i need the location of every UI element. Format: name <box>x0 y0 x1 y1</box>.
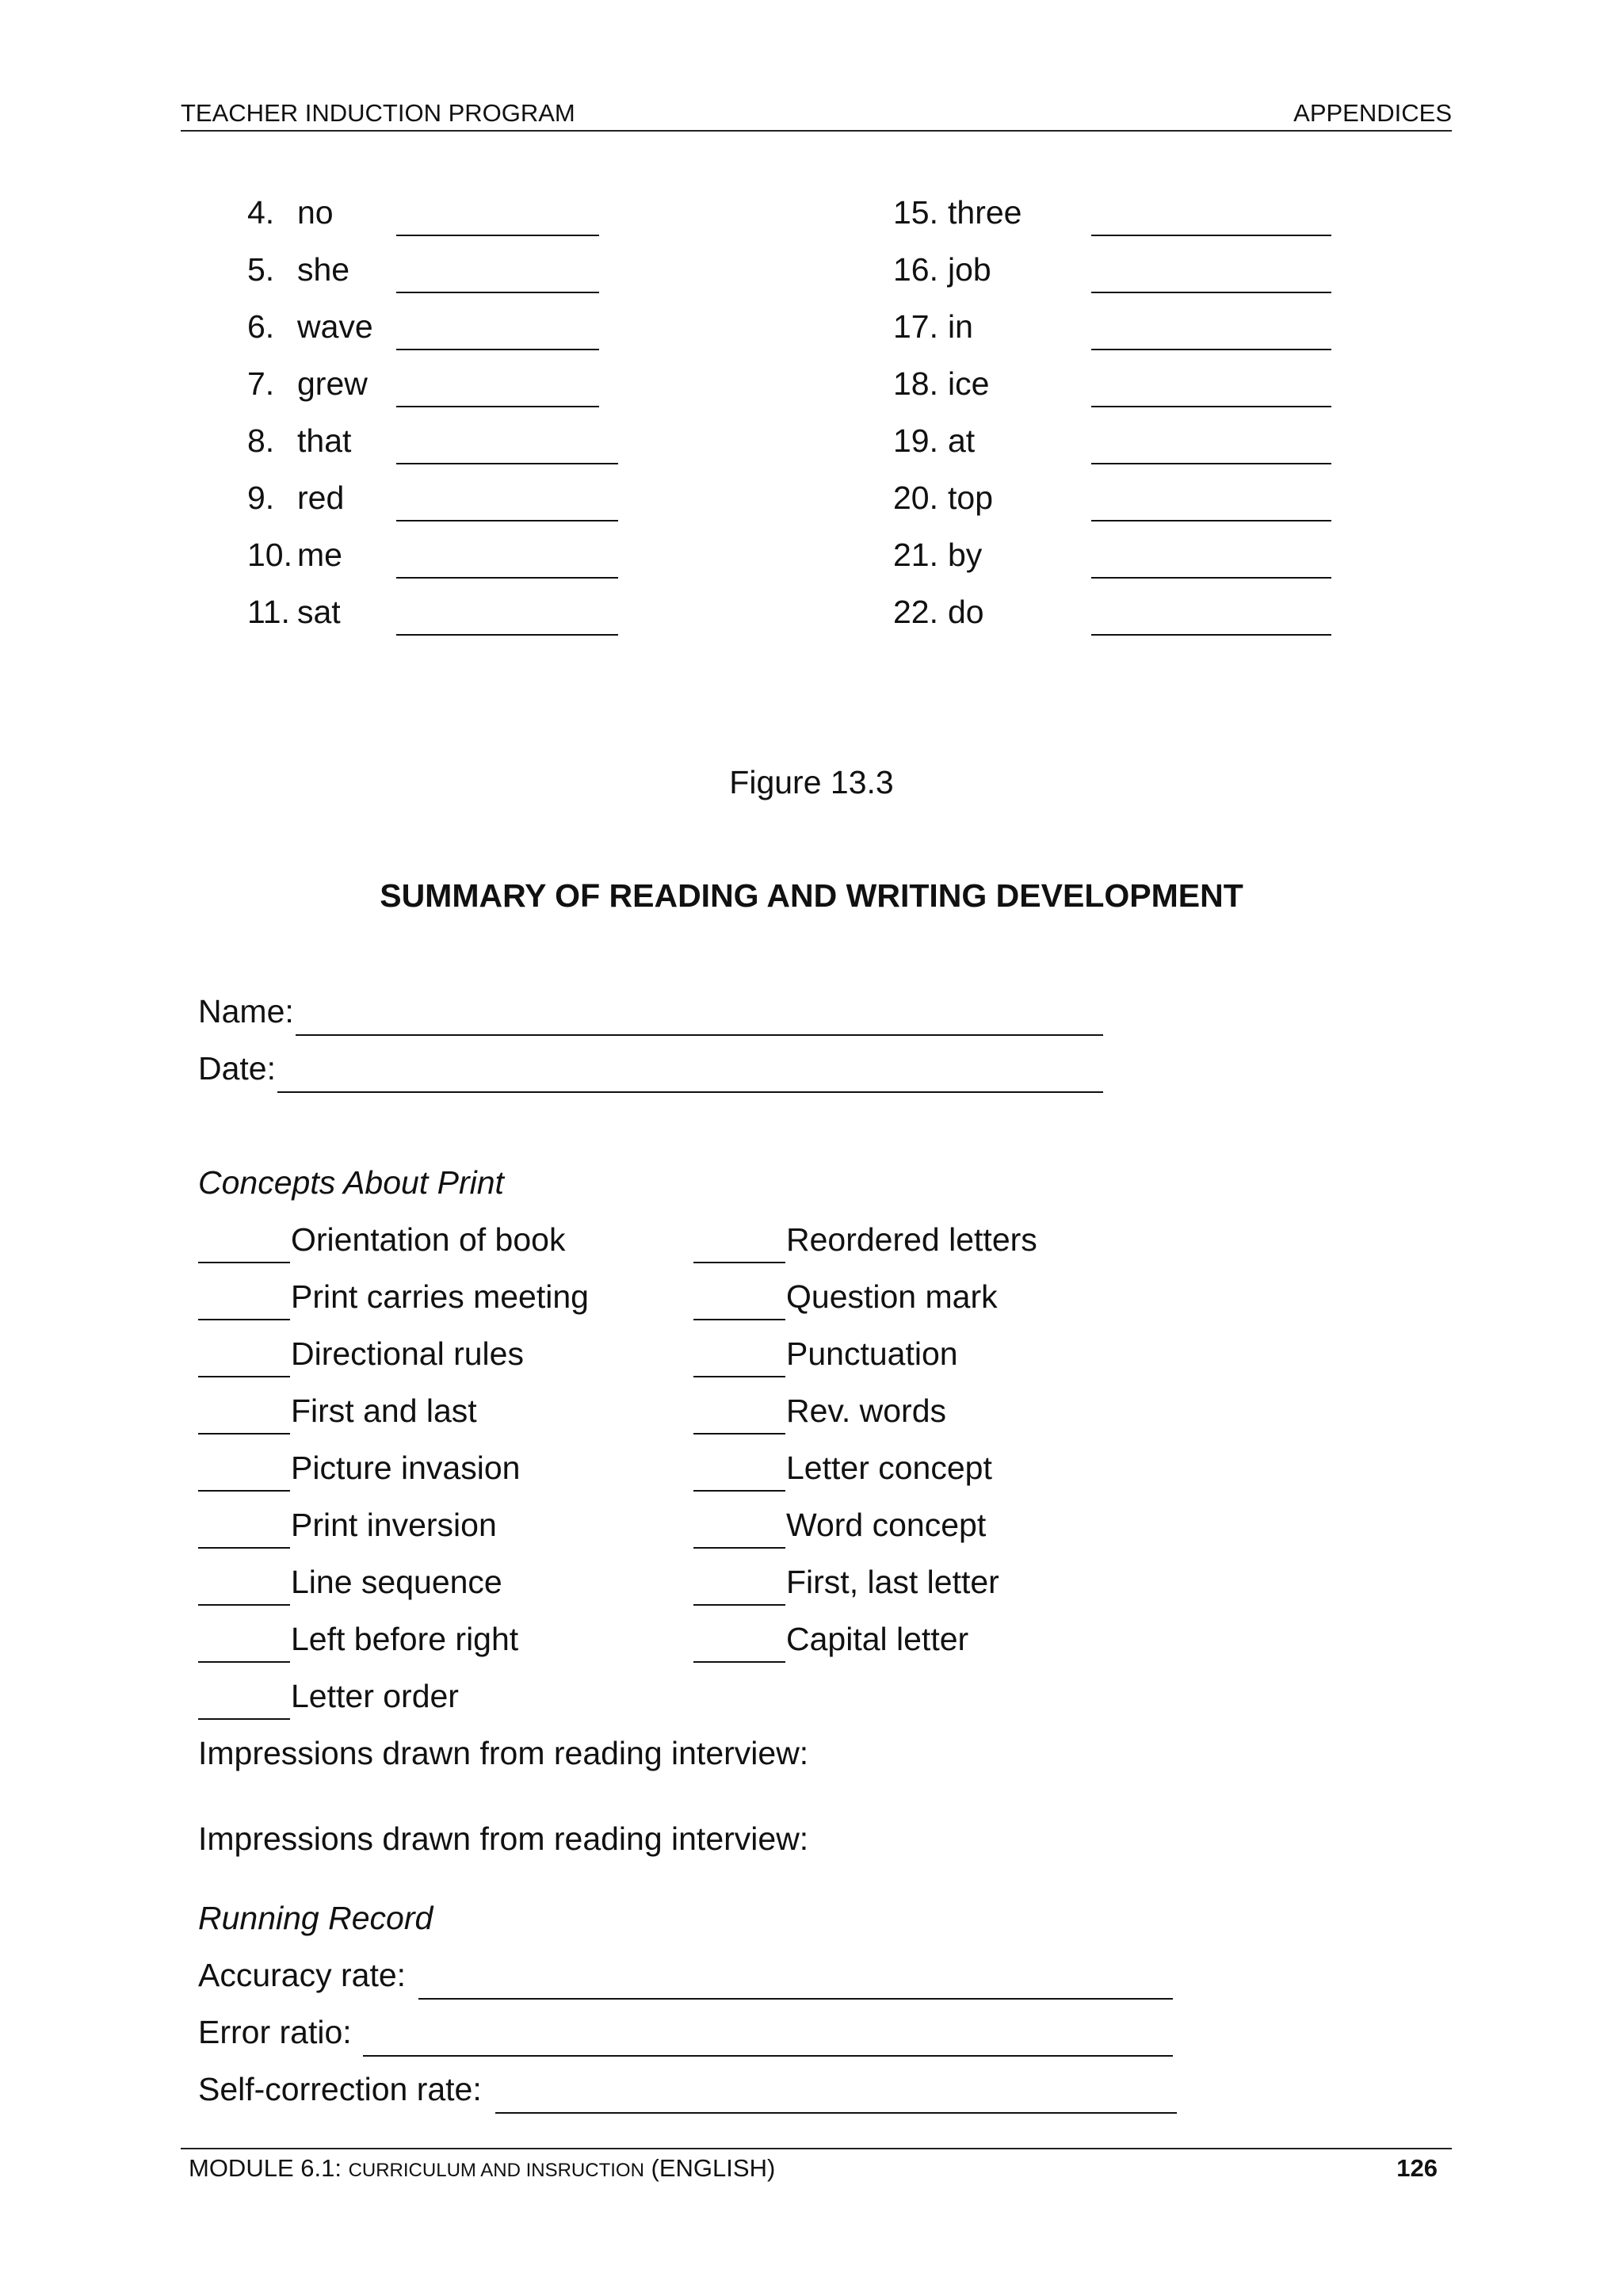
check-blank[interactable] <box>198 1319 290 1320</box>
error-ratio-line[interactable] <box>363 2055 1173 2057</box>
check-blank[interactable] <box>198 1661 290 1663</box>
word-text: wave <box>297 308 373 345</box>
header-section-title: APPENDICES <box>1293 99 1452 127</box>
footer-module-number: MODULE 6.1: <box>189 2154 349 2182</box>
word-text: job <box>948 251 991 288</box>
word-list-row <box>247 365 802 413</box>
accuracy-rate-field <box>198 1957 1181 2004</box>
answer-blank[interactable] <box>396 520 618 521</box>
word-list-row <box>893 594 1448 641</box>
concept-label: Letter concept <box>786 1450 992 1486</box>
concepts-heading: Concepts About Print <box>198 1164 504 1201</box>
check-blank[interactable] <box>198 1604 290 1606</box>
answer-blank[interactable] <box>1091 577 1331 579</box>
word-number: 8. <box>247 422 275 459</box>
impressions-label: Impressions drawn from reading interview: <box>198 1820 809 1857</box>
error-ratio-label: Error ratio: <box>198 2014 352 2050</box>
answer-blank[interactable] <box>1091 292 1331 293</box>
word-number: 10. <box>247 537 292 573</box>
word-number: 15. <box>893 194 938 231</box>
concept-label: Directional rules <box>291 1335 524 1372</box>
answer-blank[interactable] <box>396 292 599 293</box>
answer-blank[interactable] <box>1091 520 1331 521</box>
concept-label: Letter order <box>291 1678 459 1714</box>
check-blank[interactable] <box>198 1718 290 1720</box>
word-list-row <box>247 194 802 242</box>
accuracy-rate-line[interactable] <box>418 1998 1173 2000</box>
word-text: by <box>948 537 983 573</box>
word-number: 5. <box>247 251 275 288</box>
word-list-row <box>893 365 1448 413</box>
answer-blank[interactable] <box>396 235 599 236</box>
footer-module <box>189 2154 775 2183</box>
concept-label: Line sequence <box>291 1564 502 1600</box>
word-number: 6. <box>247 308 275 345</box>
name-field <box>198 993 1109 1041</box>
word-list-row <box>247 479 802 527</box>
concept-label: Punctuation <box>786 1335 958 1372</box>
header-program-title: TEACHER INDUCTION PROGRAM <box>181 99 575 127</box>
answer-blank[interactable] <box>396 634 618 636</box>
word-list-row <box>247 308 802 356</box>
word-text: grew <box>297 365 368 402</box>
concept-label: First, last letter <box>786 1564 999 1600</box>
concept-label: Question mark <box>786 1278 998 1315</box>
concept-label: Rev. words <box>786 1392 947 1429</box>
answer-blank[interactable] <box>396 406 599 407</box>
date-label: Date: <box>198 1050 276 1087</box>
word-number: 7. <box>247 365 275 402</box>
word-text: three <box>948 194 1022 231</box>
word-list-row <box>893 479 1448 527</box>
concept-label: First and last <box>291 1392 477 1429</box>
answer-blank[interactable] <box>1091 634 1331 636</box>
footer-language: (ENGLISH) <box>643 2154 776 2182</box>
answer-blank[interactable] <box>1091 463 1331 464</box>
concept-label: Left before right <box>291 1621 519 1657</box>
word-number: 18. <box>893 365 938 402</box>
check-blank[interactable] <box>693 1547 785 1549</box>
check-blank[interactable] <box>693 1604 785 1606</box>
word-text: in <box>948 308 973 345</box>
self-correction-rate-field <box>198 2071 1181 2118</box>
word-number: 21. <box>893 537 938 573</box>
concept-label: Print inversion <box>291 1507 497 1543</box>
figure-caption: Figure 13.3 <box>729 764 894 800</box>
check-blank[interactable] <box>693 1319 785 1320</box>
check-blank[interactable] <box>198 1376 290 1377</box>
word-list-row <box>893 308 1448 356</box>
self-correction-rate-line[interactable] <box>495 2112 1177 2114</box>
answer-blank[interactable] <box>396 349 599 350</box>
word-text: no <box>297 194 334 231</box>
check-blank[interactable] <box>693 1490 785 1492</box>
word-number: 11. <box>247 594 290 630</box>
name-input-line[interactable] <box>296 1034 1103 1036</box>
word-number: 4. <box>247 194 275 231</box>
word-number: 16. <box>893 251 938 288</box>
word-text: top <box>948 479 993 516</box>
word-number: 19. <box>893 422 938 459</box>
answer-blank[interactable] <box>1091 349 1331 350</box>
concept-label: Picture invasion <box>291 1450 521 1486</box>
concept-label: Orientation of book <box>291 1221 566 1258</box>
name-label: Name: <box>198 993 294 1030</box>
concept-label: Capital letter <box>786 1621 969 1657</box>
date-input-line[interactable] <box>277 1091 1103 1093</box>
running-record-heading: Running Record <box>198 1900 433 1936</box>
check-blank[interactable] <box>693 1661 785 1663</box>
word-list-row <box>247 422 802 470</box>
page-number: 126 <box>1396 2154 1438 2182</box>
word-list-row <box>247 594 802 641</box>
word-list-row <box>247 251 802 299</box>
check-blank[interactable] <box>198 1262 290 1263</box>
footer-course-name: CURRICULUM AND INSRUCTION <box>348 2160 644 2181</box>
check-blank[interactable] <box>693 1433 785 1435</box>
word-number: 22. <box>893 594 938 630</box>
word-list-row <box>247 537 802 584</box>
word-list-row <box>893 194 1448 242</box>
word-text: do <box>948 594 984 630</box>
check-blank[interactable] <box>693 1262 785 1263</box>
word-text: at <box>948 422 976 459</box>
answer-blank[interactable] <box>396 577 618 579</box>
impressions-label: Impressions drawn from reading interview: <box>198 1735 809 1771</box>
answer-blank[interactable] <box>396 463 618 464</box>
date-field <box>198 1050 1109 1098</box>
word-text: she <box>297 251 350 288</box>
self-correction-rate-label: Self-correction rate: <box>198 2071 482 2107</box>
answer-blank[interactable] <box>1091 406 1331 407</box>
accuracy-rate-label: Accuracy rate: <box>198 1957 407 1993</box>
page-title: SUMMARY OF READING AND WRITING DEVELOPMENT <box>380 877 1243 914</box>
word-text: ice <box>948 365 990 402</box>
check-blank[interactable] <box>198 1490 290 1492</box>
concept-label: Reordered letters <box>786 1221 1037 1258</box>
word-number: 17. <box>893 308 938 345</box>
check-blank[interactable] <box>693 1376 785 1377</box>
word-text: me <box>297 537 342 573</box>
check-blank[interactable] <box>198 1433 290 1435</box>
page-footer <box>181 2148 1452 2181</box>
concept-label: Word concept <box>786 1507 987 1543</box>
answer-blank[interactable] <box>1091 235 1331 236</box>
error-ratio-field <box>198 2014 1181 2061</box>
word-number: 9. <box>247 479 275 516</box>
word-text: that <box>297 422 352 459</box>
word-text: sat <box>297 594 341 630</box>
word-list-row <box>893 251 1448 299</box>
word-number: 20. <box>893 479 938 516</box>
word-list-row <box>893 537 1448 584</box>
check-blank[interactable] <box>198 1547 290 1549</box>
concept-label: Print carries meeting <box>291 1278 589 1315</box>
page-header <box>181 98 1452 132</box>
word-text: red <box>297 479 345 516</box>
word-list-row <box>893 422 1448 470</box>
